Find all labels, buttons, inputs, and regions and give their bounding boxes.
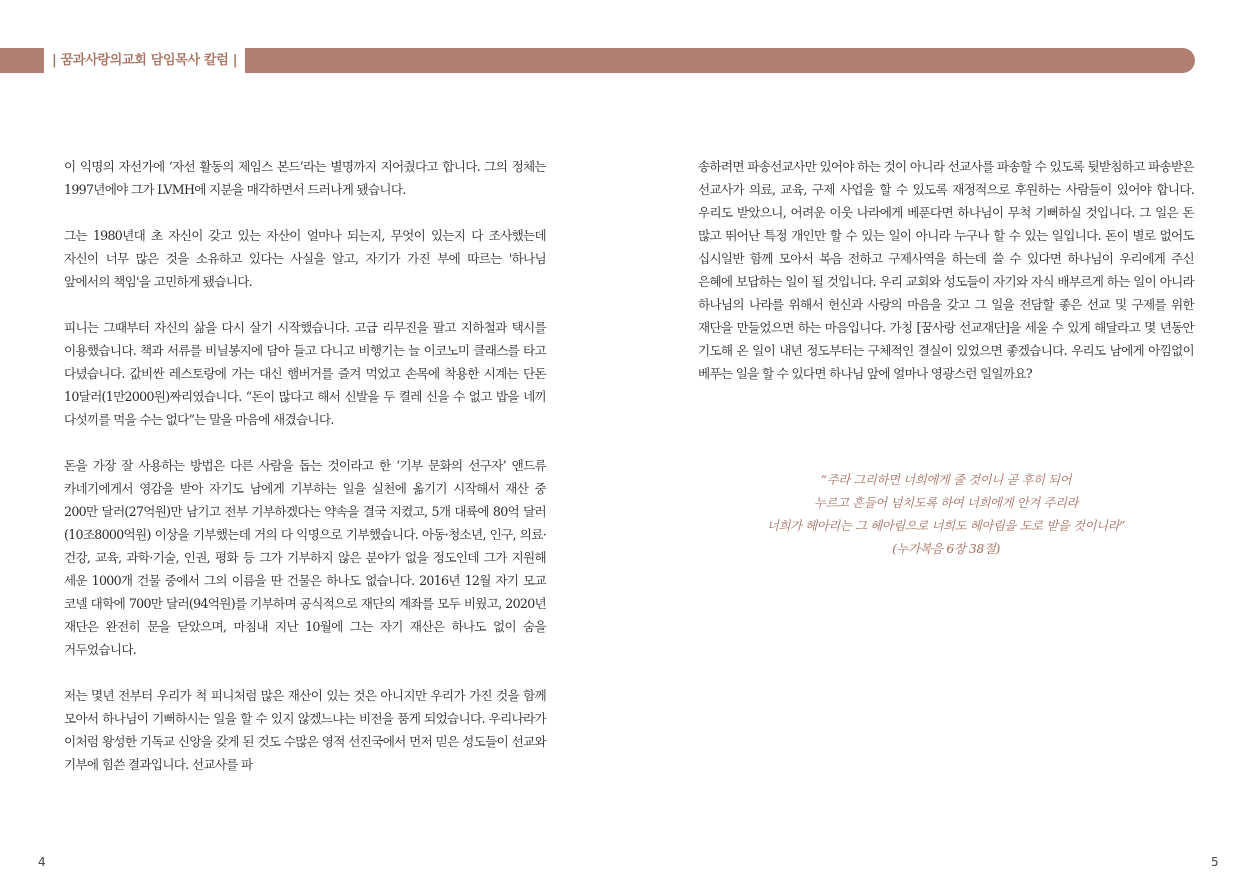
column-title: | 꿈과사랑의교회 담임목사 칼럼 | [44, 48, 245, 73]
paragraph: 그는 1980년대 초 자신이 갖고 있는 자산이 얼마나 되는지, 무엇이 있는지 다 조사했는데 자신이 너무 많은 것을 소유하고 있다는 사실을 알고, 자기가 가진 부에 따르는 '하나님 앞에서의 책임'을 고민하게 됐습니다. [64, 228, 546, 289]
quote-line: 누르고 흔들어 넘치도록 하여 너희에게 안겨 주리라 [813, 495, 1079, 510]
paragraph: 피니는 그때부터 자신의 삶을 다시 살기 시작했습니다. 고급 리무진을 팔고 지하철과 택시를 이용했습니다. 책과 서류를 비닐봉지에 담아 들고 다니고 비행기는 늘 이코노미 클래스를 타고 다녔습니다. 값비싼 레스토랑에 가는 대신 햄버거를 즐겨 먹었고 손목에 착용한 시계는 단돈 10달러(1만2000원)짜리였습니다. “돈이 많다고 해서 신발을 두 켤레 신을 수 없고 밥을 네끼 다섯끼를 먹을 수는 없다”는 말을 마음에 새겼습니다. [64, 320, 546, 427]
right-column [698, 155, 1194, 408]
scripture-quote [698, 468, 1194, 560]
page-number-left: 4 [38, 855, 46, 869]
quote-line: 너희가 헤아리는 그 헤아림으로 너희도 헤아림을 도로 받을 것이니라” [766, 518, 1126, 533]
paragraph: 저는 몇년 전부터 우리가 척 피니처럼 많은 재산이 있는 것은 아니지만 우리가 가진 것을 함께 모아서 하나님이 기뻐하시는 일을 할 수 있지 않겠느냐는 비전을 품게 되었습니다. 우리나라가 이처럼 왕성한 기독교 신앙을 갖게 된 것도 수많은 영적 선진국에서 먼저 믿은 성도들이 선교와 기부에 힘쓴 결과입니다. 선교사를 파 [64, 688, 546, 772]
paragraph: 이 익명의 자선가에 ‘자선 활동의 제임스 본드’라는 별명까지 지어줬다고 합니다. 그의 정체는 1997년에야 그가 LVMH에 지분을 매각하면서 드러나게 됐습니다. [64, 159, 546, 197]
paragraph: 돈을 가장 잘 사용하는 방법은 다른 사람을 돕는 것이라고 한 ‘기부 문화의 선구자’ 앤드류 카네기에게서 영감을 받아 자기도 남에게 기부하는 일을 실천에 옮기기 시작해서 재산 중 200만 달러(27억원)만 남기고 전부 기부하겠다는 약속을 결국 지켰고, 5개 대륙에 80억 달러(10조8000억원) 이상을 기부했는데 거의 다 익명으로 기부했습니다. 아동·청소년, 인구, 의료·건강, 교육, 과학·기술, 인권, 평화 등 그가 기부하지 않은 분야가 없을 정도인데 그가 지원해 세운 1000개 건물 중에서 그의 이름을 딴 건물은 하나도 없습니다. 2016년 12월 자기 모교 코넬 대학에 700만 달러(94억원)를 기부하며 공식적으로 재단의 계좌를 모두 비웠고, 2020년 재단은 완전히 문을 닫았으며, 마침내 지난 10월에 그는 자기 재산은 하나도 없이 숨을 거두었습니다. [64, 458, 546, 657]
quote-line: “주라 그리하면 너희에게 줄 것이니 곧 후히 되어 [820, 472, 1072, 487]
quote-reference: (누가복음 6장 38절) [892, 541, 1000, 556]
page-number-right: 5 [1211, 855, 1219, 869]
paragraph: 송하려면 파송선교사만 있어야 하는 것이 아니라 선교사를 파송할 수 있도록 뒷받침하고 파송받은 선교사가 의료, 교육, 구제 사업을 할 수 있도록 재정적으로 후원하는 사람들이 있어야 합니다. 우리도 받았으니, 어려운 이웃 나라에게 베푼다면 하나님이 무척 기뻐하실 것입니다. 그 일은 돈 많고 뛰어난 특정 개인만 할 수 있는 일이 아니라 누구나 할 수 있는 일입니다. 돈이 별로 없어도 십시일반 함께 모아서 복음 전하고 구제사역을 하는데 쓸 수 있다면 하나님이 우리에게 주신 은혜에 보답하는 일이 될 것입니다. 우리 교회와 성도들이 자기와 자식 배부르게 하는 일이 아니라 하나님의 나라를 위해서 헌신과 사랑의 마음을 갖고 그 일을 전담할 좋은 선교 및 구제를 위한 재단을 만들었으면 하는 마음입니다. 가칭 [꿈사랑 선교재단]을 세울 수 있게 해달라고 몇 년동안 기도해 온 일이 내년 정도부터는 구체적인 결실이 있었으면 좋겠습니다. 우리도 남에게 아낌없이 베푸는 일을 할 수 있다면 하나님 앞에 얼마나 영광스런 일일까요? [698, 159, 1194, 381]
left-column [64, 155, 546, 799]
